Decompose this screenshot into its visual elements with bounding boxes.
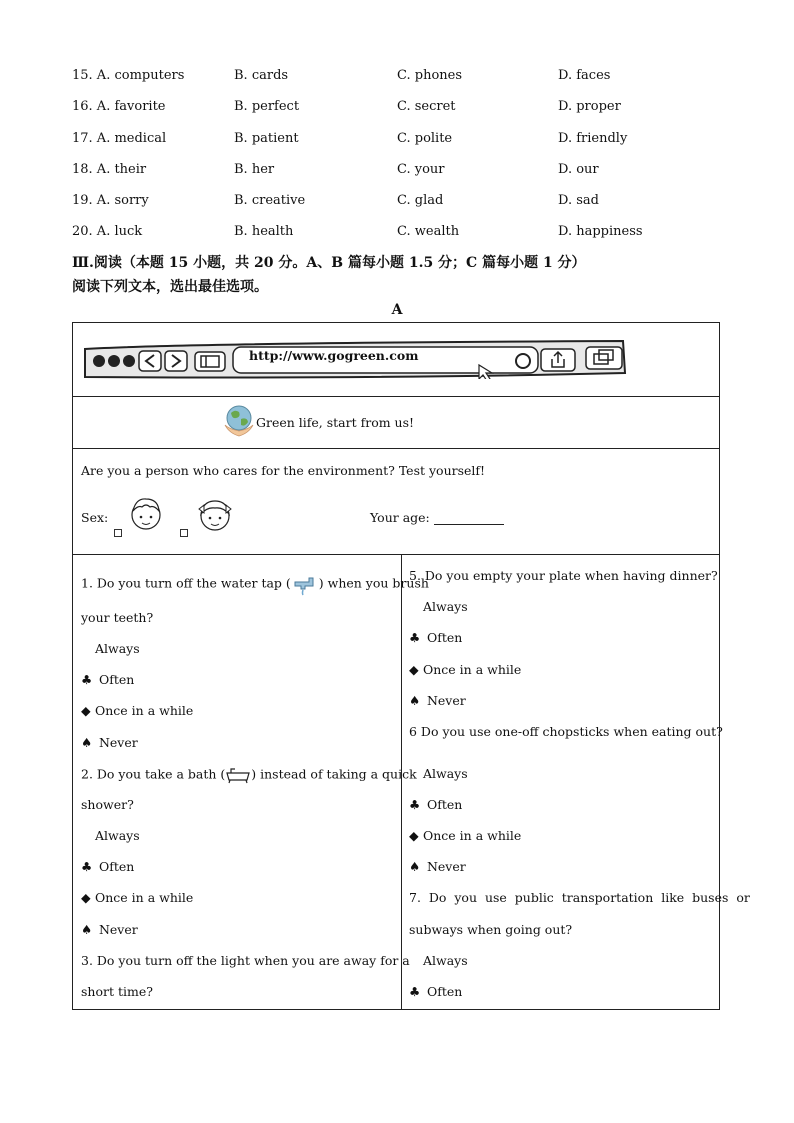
question-text: subways when going out? (409, 922, 573, 937)
option-never[interactable]: ♠ Never (81, 735, 138, 750)
option-d: D. sad (558, 193, 599, 208)
question-3: 3. Do you turn off the light when you are away for a (81, 953, 410, 968)
option-c: C. polite (397, 131, 453, 146)
option-c: C. wealth (397, 224, 460, 239)
option-always[interactable]: Always (95, 828, 140, 843)
question-1 (81, 572, 429, 596)
option-b: B. creative (234, 193, 306, 208)
question-text: shower? (81, 797, 134, 812)
spade-icon: ♠ (81, 735, 93, 750)
option-a: 17. A. medical (72, 131, 167, 146)
option-d: D. faces (558, 68, 611, 83)
question-text: 1. Do you turn off the water tap ( (81, 575, 291, 591)
window-dot-icon (123, 355, 135, 367)
divider (73, 554, 719, 555)
globe-in-hands-icon (221, 403, 257, 439)
diamond-icon: ◆ (81, 703, 91, 718)
option-often[interactable]: ♣ Often (409, 630, 463, 645)
question-text: 2. Do you take a bath ( (81, 766, 226, 782)
club-icon: ♣ (81, 672, 93, 687)
option-b: B. health (234, 224, 294, 239)
diamond-icon: ◆ (81, 890, 91, 905)
option-c: C. secret (397, 99, 456, 114)
option-a: 19. A. sorry (72, 193, 149, 208)
option-never[interactable]: ♠ Never (409, 859, 466, 874)
tabs-icon (594, 354, 608, 364)
question-text: ) when you brush (318, 575, 429, 591)
spade-icon: ♠ (81, 922, 93, 937)
address-bar-url: http://www.gogreen.com (249, 348, 419, 363)
option-a: 18. A. their (72, 162, 147, 177)
diamond-icon: ◆ (409, 828, 419, 843)
option-often[interactable]: ♣ Often (81, 672, 135, 687)
club-icon: ♣ (409, 984, 421, 999)
option-a: 16. A. favorite (72, 99, 166, 114)
window-dot-icon (93, 355, 105, 367)
option-always[interactable]: Always (95, 641, 140, 656)
question-text: ) instead of taking a quick (251, 766, 417, 782)
option-once-in-a-while[interactable]: ◆ Once in a while (409, 662, 522, 677)
water-tap-icon (291, 572, 319, 596)
window-dot-icon (108, 355, 120, 367)
question-6: 6 Do you use one-off chopsticks when eating out? (409, 724, 723, 739)
question-2 (81, 766, 417, 784)
option-often[interactable]: ♣ Often (409, 797, 463, 812)
option-c: C. glad (397, 193, 444, 208)
question-text: short time? (81, 984, 153, 999)
question-row (72, 162, 732, 182)
divider (73, 396, 719, 397)
diamond-icon: ◆ (409, 662, 419, 677)
age-blank[interactable] (434, 512, 504, 525)
club-icon: ♣ (409, 797, 421, 812)
female-checkbox[interactable] (180, 529, 188, 537)
section-title: Ⅲ.阅读（本题 15 小题，共 20 分。A、B 篇每小题 1.5 分；C 篇每小题 1 分） (72, 255, 586, 271)
question-row (72, 131, 732, 151)
option-b: B. perfect (234, 99, 300, 114)
option-c: C. phones (397, 68, 463, 83)
passage-label: A (391, 302, 403, 318)
quiz-intro: Are you a person who cares for the environment? Test yourself! (81, 463, 486, 478)
divider (73, 448, 719, 449)
option-always[interactable]: Always (423, 766, 468, 781)
option-b: B. patient (234, 131, 299, 146)
girl-face-icon (195, 495, 235, 535)
option-often[interactable]: ♣ Often (81, 859, 135, 874)
question-row (72, 99, 732, 119)
banner-slogan: Green life, start from us! (256, 415, 415, 430)
option-b: B. her (234, 162, 275, 177)
option-d: D. proper (558, 99, 621, 114)
age-label: Your age: (370, 510, 430, 525)
option-once-in-a-while[interactable]: ◆ Once in a while (81, 703, 194, 718)
option-always[interactable]: Always (423, 599, 468, 614)
option-a: 20. A. luck (72, 224, 143, 239)
age-field (370, 510, 504, 525)
question-7: 7. Do you use public transportation like buses or (409, 890, 750, 905)
option-d: D. our (558, 162, 599, 177)
option-d: D. happiness (558, 224, 643, 239)
option-always[interactable]: Always (423, 953, 468, 968)
question-row (72, 224, 732, 244)
boy-face-icon (128, 493, 164, 535)
option-once-in-a-while[interactable]: ◆ Once in a while (81, 890, 194, 905)
question-row (72, 193, 732, 213)
question-5: 5. Do you empty your plate when having dinner? (409, 568, 718, 583)
option-b: B. cards (234, 68, 289, 83)
option-never[interactable]: ♠ Never (81, 922, 138, 937)
option-c: C. your (397, 162, 445, 177)
section-instruction: 阅读下列文本，选出最佳选项。 (72, 279, 268, 295)
option-often[interactable]: ♣ Often (409, 984, 463, 999)
question-row (72, 68, 732, 88)
option-never[interactable]: ♠ Never (409, 693, 466, 708)
sex-label: Sex: (81, 510, 109, 525)
bathtub-icon (225, 766, 251, 784)
spade-icon: ♠ (409, 693, 421, 708)
male-checkbox[interactable] (114, 529, 122, 537)
option-a: 15. A. computers (72, 68, 185, 83)
spade-icon: ♠ (409, 859, 421, 874)
passage-frame (72, 322, 750, 1010)
question-text: your teeth? (81, 610, 154, 625)
club-icon: ♣ (81, 859, 93, 874)
club-icon: ♣ (409, 630, 421, 645)
option-once-in-a-while[interactable]: ◆ Once in a while (409, 828, 522, 843)
option-d: D. friendly (558, 131, 628, 146)
